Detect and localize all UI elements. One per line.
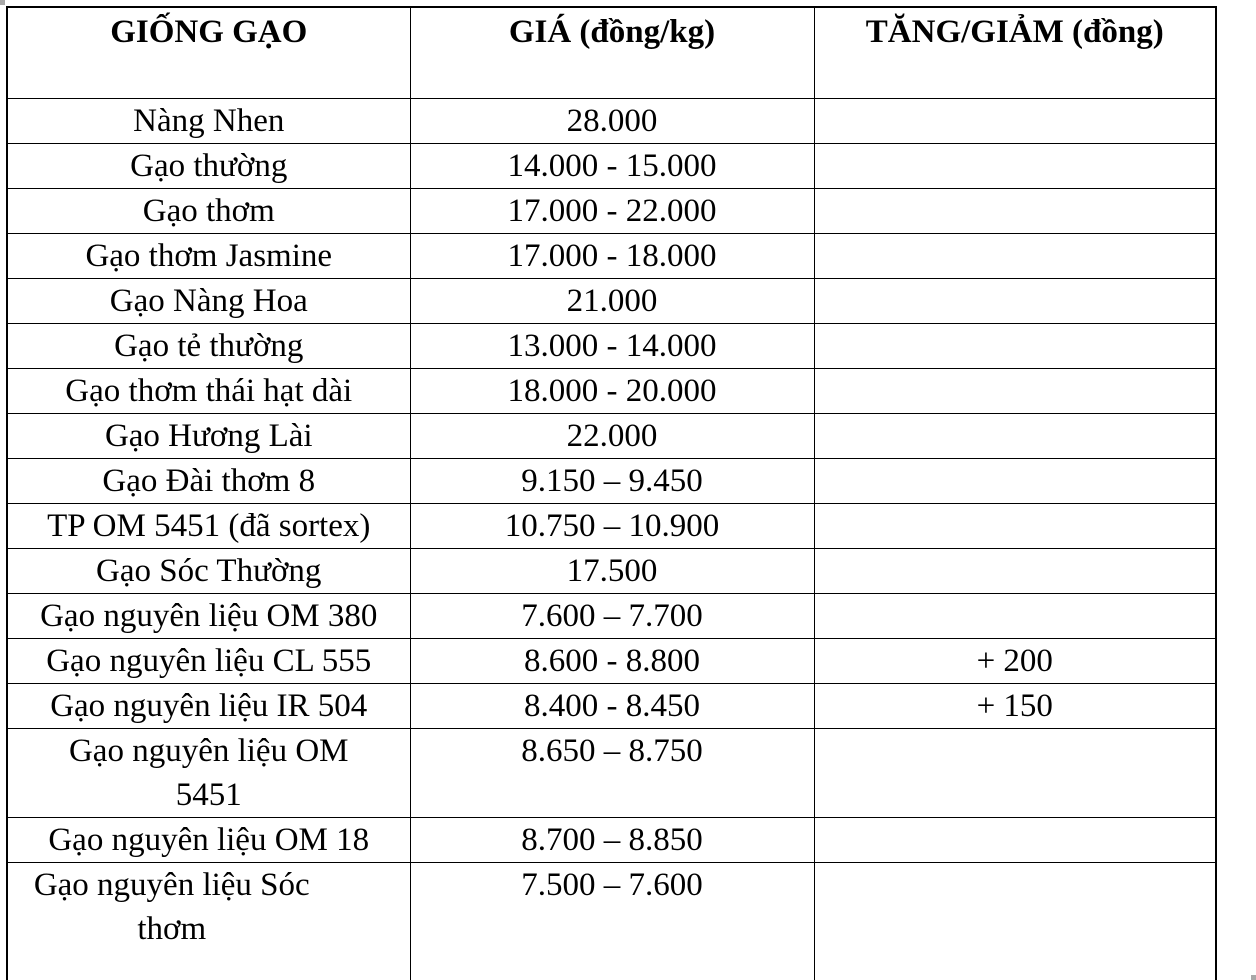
price-cell: 8.400 - 8.450	[410, 684, 814, 729]
price-cell: 13.000 - 14.000	[410, 324, 814, 369]
table-row	[7, 639, 1216, 684]
table-resize-handle-icon[interactable]	[1251, 975, 1256, 980]
change-cell	[814, 189, 1216, 234]
price-cell: 9.150 – 9.450	[410, 459, 814, 504]
change-cell: + 200	[814, 639, 1216, 684]
variety-cell: Gạo nguyên liệu CL 555	[7, 639, 410, 684]
price-cell: 18.000 - 20.000	[410, 369, 814, 414]
table-row	[7, 234, 1216, 279]
price-cell: 7.600 – 7.700	[410, 594, 814, 639]
change-cell	[814, 549, 1216, 594]
header-change: TĂNG/GIẢM (đồng)	[814, 7, 1216, 99]
variety-cell: Gạo thơm thái hạt dài	[7, 369, 410, 414]
variety-cell: Gạo tẻ thường	[7, 324, 410, 369]
price-cell: 8.700 – 8.850	[410, 818, 814, 863]
change-cell	[814, 279, 1216, 324]
change-cell	[814, 818, 1216, 863]
price-cell: 8.600 - 8.800	[410, 639, 814, 684]
header-row	[7, 7, 1216, 99]
table-row	[7, 99, 1216, 144]
rice-price-table	[6, 6, 1217, 980]
table-row	[7, 684, 1216, 729]
table-row	[7, 414, 1216, 459]
variety-cell: Gạo thơm Jasmine	[7, 234, 410, 279]
price-cell: 28.000	[410, 99, 814, 144]
table-row	[7, 324, 1216, 369]
table-row	[7, 144, 1216, 189]
table-row	[7, 369, 1216, 414]
price-cell: 22.000	[410, 414, 814, 459]
price-cell: 10.750 – 10.900	[410, 504, 814, 549]
table-row	[7, 729, 1216, 818]
variety-cell: Gạo nguyên liệu Sóc thơm	[7, 863, 410, 980]
price-cell: 21.000	[410, 279, 814, 324]
change-cell	[814, 234, 1216, 279]
variety-cell: Gạo Nàng Hoa	[7, 279, 410, 324]
table-row	[7, 189, 1216, 234]
table-row	[7, 594, 1216, 639]
variety-cell: Gạo thơm	[7, 189, 410, 234]
change-cell: + 150	[814, 684, 1216, 729]
variety-cell: Gạo nguyên liệu OM 5451	[7, 729, 410, 818]
price-cell: 7.500 – 7.600	[410, 863, 814, 980]
change-cell	[814, 414, 1216, 459]
header-price: GIÁ (đồng/kg)	[410, 7, 814, 99]
variety-cell: Gạo thường	[7, 144, 410, 189]
change-cell	[814, 99, 1216, 144]
variety-cell: TP OM 5451 (đã sortex)	[7, 504, 410, 549]
variety-cell: Gạo nguyên liệu IR 504	[7, 684, 410, 729]
table-row	[7, 504, 1216, 549]
price-cell: 8.650 – 8.750	[410, 729, 814, 818]
table-row	[7, 279, 1216, 324]
table-row	[7, 818, 1216, 863]
change-cell	[814, 144, 1216, 189]
table-move-handle-icon[interactable]	[0, 0, 5, 5]
change-cell	[814, 729, 1216, 818]
change-cell	[814, 504, 1216, 549]
price-cell: 17.000 - 22.000	[410, 189, 814, 234]
price-cell: 17.000 - 18.000	[410, 234, 814, 279]
change-cell	[814, 369, 1216, 414]
change-cell	[814, 324, 1216, 369]
variety-cell: Nàng Nhen	[7, 99, 410, 144]
change-cell	[814, 863, 1216, 980]
table-row	[7, 459, 1216, 504]
header-variety: GIỐNG GẠO	[7, 7, 410, 99]
variety-cell: Gạo Sóc Thường	[7, 549, 410, 594]
price-cell: 14.000 - 15.000	[410, 144, 814, 189]
price-cell: 17.500	[410, 549, 814, 594]
change-cell	[814, 594, 1216, 639]
variety-cell: Gạo nguyên liệu OM 380	[7, 594, 410, 639]
change-cell	[814, 459, 1216, 504]
table-row	[7, 549, 1216, 594]
variety-cell: Gạo Hương Lài	[7, 414, 410, 459]
variety-cell: Gạo nguyên liệu OM 18	[7, 818, 410, 863]
table-row	[7, 863, 1216, 980]
variety-cell: Gạo Đài thơm 8	[7, 459, 410, 504]
